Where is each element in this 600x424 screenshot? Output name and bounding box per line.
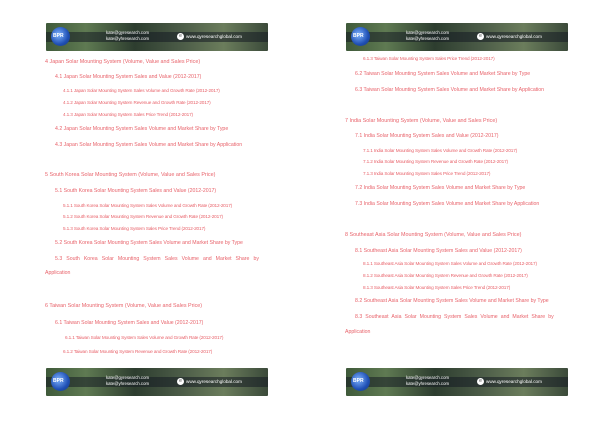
toc-entry[interactable]: 4.1.2 Japan Solar Mounting System Revenue and Growth Rate (2012-2017) bbox=[63, 100, 211, 105]
contact-email-1: kate@gyresearch.com bbox=[106, 375, 150, 380]
footer-banner bbox=[346, 368, 568, 396]
toc-entry[interactable]: 6.2 Taiwan Solar Mounting System Sales Volume and Market Share by Type bbox=[355, 71, 531, 77]
website-icon: e bbox=[477, 33, 484, 40]
logo-text: BPR bbox=[353, 378, 364, 384]
footer-banner bbox=[46, 368, 268, 396]
right-page bbox=[300, 0, 600, 424]
website-url: www.qyresearchglobal.com bbox=[186, 34, 242, 39]
toc-entry[interactable]: 4.1.3 Japan Solar Mounting System Sales Price Trend (2012-2017) bbox=[63, 112, 193, 117]
contact-email-2: kate@yhresearch.com bbox=[106, 36, 150, 41]
toc-entry[interactable]: 4 Japan Solar Mounting System (Volume, Value and Sales Price) bbox=[45, 59, 201, 65]
website-url: www.qyresearchglobal.com bbox=[486, 379, 542, 384]
contact-email-2: kate@yhresearch.com bbox=[406, 36, 450, 41]
contact-email-1: kate@gyresearch.com bbox=[406, 375, 450, 380]
toc-entry[interactable]: 5 South Korea Solar Mounting System (Volume, Value and Sales Price) bbox=[45, 172, 216, 178]
toc-entry[interactable]: 4.1.1 Japan Solar Mounting System Sales Volume and Growth Rate (2012-2017) bbox=[63, 88, 220, 93]
toc-entry[interactable]: 5.1 South Korea Solar Mounting System Sales and Value (2012-2017) bbox=[55, 188, 217, 194]
toc-entry[interactable]: 7.1.1 India Solar Mounting System Sales Volume and Growth Rate (2012-2017) bbox=[363, 148, 518, 153]
toc-entry[interactable]: 6 Taiwan Solar Mounting System (Volume, Value and Sales Price) bbox=[45, 303, 203, 309]
logo-text: BPR bbox=[53, 33, 64, 39]
toc-entry[interactable]: 7.1.2 India Solar Mounting System Revenue and Growth Rate (2012-2017) bbox=[363, 159, 508, 164]
toc-entry[interactable]: 6.1 Taiwan Solar Mounting System Sales and Value (2012-2017) bbox=[55, 320, 204, 326]
contact-email-2: kate@yhresearch.com bbox=[406, 381, 450, 386]
toc-entry[interactable]: 6.1.1 Taiwan Solar Mounting System Sales Volume and Growth Rate (2012-2017) bbox=[65, 335, 224, 340]
toc-entry[interactable]: 6.3 Taiwan Solar Mounting System Sales Volume and Market Share by Application bbox=[355, 87, 545, 93]
toc-entry[interactable]: 7.2 India Solar Mounting System Sales Volume and Market Share by Type bbox=[355, 185, 526, 191]
website-icon: e bbox=[177, 378, 184, 385]
contact-email-2: kate@yhresearch.com bbox=[106, 381, 150, 386]
toc-entry[interactable]: 8.1 Southeast Asia Solar Mounting System Sales and Value (2012-2017) bbox=[355, 248, 522, 254]
toc-entry[interactable]: 5.2 South Korea Solar Mounting System Sales Volume and Market Share by Type bbox=[55, 240, 243, 246]
toc-entry[interactable]: 8.1.2 Southeast Asia Solar Mounting System Revenue and Growth Rate (2012-2017) bbox=[363, 273, 528, 278]
toc-entry[interactable]: 7.1 India Solar Mounting System Sales and Value (2012-2017) bbox=[355, 133, 499, 139]
toc-entry-continued[interactable]: Application bbox=[45, 270, 71, 276]
toc-entry[interactable]: 8.2 Southeast Asia Solar Mounting System Sales Volume and Market Share by Type bbox=[355, 298, 549, 304]
website-url: www.qyresearchglobal.com bbox=[186, 379, 242, 384]
website-icon: e bbox=[177, 33, 184, 40]
toc-entry[interactable]: 8.3 Southeast Asia Solar Mounting System Sales Volume and Market Share by bbox=[355, 314, 554, 320]
toc-entry[interactable]: 4.2 Japan Solar Mounting System Sales Volume and Market Share by Type bbox=[55, 126, 229, 132]
toc-entry[interactable]: 8.1.3 Southeast Asia Solar Mounting System Sales Price Trend (2012-2017) bbox=[363, 285, 511, 290]
website-url: www.qyresearchglobal.com bbox=[486, 34, 542, 39]
website-icon: e bbox=[477, 378, 484, 385]
toc-entry[interactable]: 8.1.1 Southeast Asia Solar Mounting System Sales Volume and Growth Rate (2012-2017) bbox=[363, 261, 537, 266]
header-banner bbox=[46, 23, 268, 51]
toc-entry[interactable]: 5.1.2 South Korea Solar Mounting System Revenue and Growth Rate (2012-2017) bbox=[63, 214, 223, 219]
toc-entry-continued[interactable]: Application bbox=[345, 329, 371, 335]
toc-entry[interactable]: 6.1.3 Taiwan Solar Mounting System Sales Price Trend (2012-2017) bbox=[363, 56, 495, 61]
toc-entry[interactable]: 7.1.3 India Solar Mounting System Sales Price Trend (2012-2017) bbox=[363, 171, 491, 176]
logo-text: BPR bbox=[53, 378, 64, 384]
toc-entry[interactable]: 4.3 Japan Solar Mounting System Sales Volume and Market Share by Application bbox=[55, 142, 243, 148]
header-banner bbox=[346, 23, 568, 51]
toc-entry[interactable]: 6.1.2 Taiwan Solar Mounting System Revenue and Growth Rate (2012-2017) bbox=[63, 349, 213, 354]
logo-text: BPR bbox=[353, 33, 364, 39]
toc-entry[interactable]: 4.1 Japan Solar Mounting System Sales and Value (2012-2017) bbox=[55, 74, 202, 80]
toc-entry[interactable]: 5.1.3 South Korea Solar Mounting System Sales Price Trend (2012-2017) bbox=[63, 226, 206, 231]
toc-entry[interactable]: 7.3 India Solar Mounting System Sales Volume and Market Share by Application bbox=[355, 201, 540, 207]
toc-entry[interactable]: 8 Southeast Asia Solar Mounting System (Volume, Value and Sales Price) bbox=[345, 232, 522, 238]
toc-entry[interactable]: 5.3 South Korea Solar Mounting System Sales Volume and Market Share by bbox=[55, 256, 259, 262]
toc-entry[interactable]: 5.1.1 South Korea Solar Mounting System Sales Volume and Growth Rate (2012-2017) bbox=[63, 203, 233, 208]
toc-entry[interactable]: 7 India Solar Mounting System (Volume, Value and Sales Price) bbox=[345, 118, 498, 124]
contact-email-1: kate@gyresearch.com bbox=[106, 30, 150, 35]
contact-email-1: kate@gyresearch.com bbox=[406, 30, 450, 35]
